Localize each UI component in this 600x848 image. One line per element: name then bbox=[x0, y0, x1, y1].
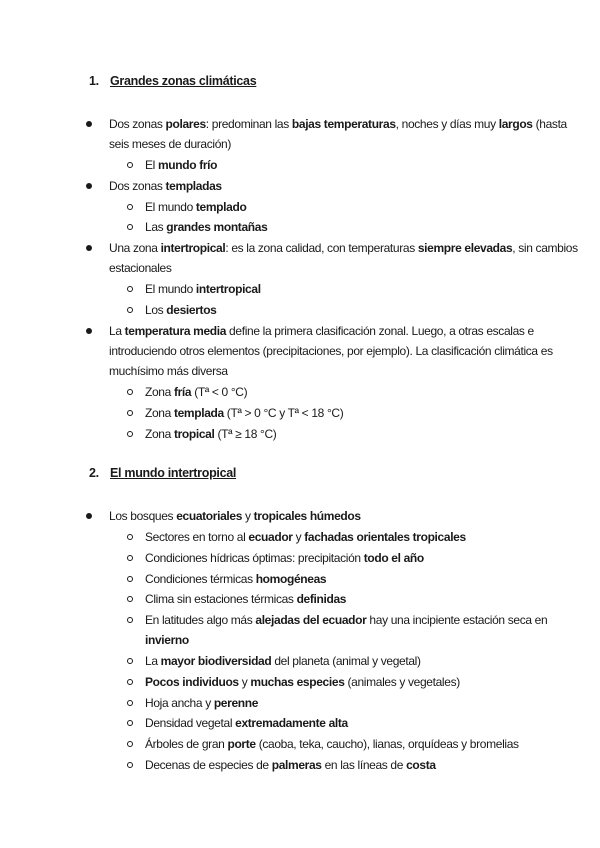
sub-bullet-icon bbox=[127, 162, 133, 168]
text-run: En latitudes algo más bbox=[145, 613, 256, 627]
bold-text-run: templada bbox=[173, 406, 224, 420]
bullet-icon bbox=[86, 513, 92, 519]
bullet-icon bbox=[86, 328, 92, 334]
bold-text-run: mundo frío bbox=[157, 158, 218, 172]
text-run: Condiciones térmicas bbox=[145, 572, 256, 586]
bold-text-run: palmeras bbox=[271, 758, 322, 772]
list-item-line bbox=[109, 241, 578, 256]
text-run: hay una incipiente estación seca en bbox=[366, 613, 548, 627]
sub-list-item bbox=[145, 303, 217, 318]
list-item-line bbox=[109, 179, 222, 194]
bold-text-run: muchas especies bbox=[250, 675, 345, 689]
sub-bullet-icon bbox=[127, 741, 133, 747]
text-run: Condiciones hídricas óptimas: precipitación bbox=[145, 551, 364, 565]
text-run: : predominan las bbox=[205, 117, 292, 131]
section-title: El mundo intertropical bbox=[110, 466, 237, 480]
text-run: Una zona bbox=[109, 241, 161, 255]
section-heading bbox=[89, 466, 236, 480]
text-run: Las bbox=[145, 220, 167, 234]
bold-text-run: tropicales húmedos bbox=[253, 509, 361, 523]
text-run: define la primera clasificación zonal. Luego, a otras escalas e bbox=[226, 324, 534, 338]
sub-list-item bbox=[145, 737, 519, 752]
bold-text-run: invierno bbox=[145, 633, 189, 647]
text-run: Clima sin estaciones térmicas bbox=[145, 592, 297, 606]
text-run: Hoja ancha y bbox=[145, 696, 214, 710]
sub-bullet-icon bbox=[127, 576, 133, 582]
bold-text-run: todo el año bbox=[363, 551, 424, 565]
text-run: Zona bbox=[145, 406, 174, 420]
list-item-line bbox=[109, 137, 231, 152]
text-run: Densidad vegetal bbox=[145, 716, 236, 730]
text-run: : es la zona calidad, con temperaturas bbox=[225, 241, 418, 255]
bold-text-run: siempre elevadas bbox=[417, 241, 513, 255]
sub-list-item bbox=[145, 551, 424, 566]
text-run: (Tª ≥ 18 °C) bbox=[214, 427, 277, 441]
text-run: Zona bbox=[145, 427, 174, 441]
text-run: (animales y vegetales) bbox=[344, 675, 460, 689]
list-item-line bbox=[109, 509, 361, 524]
text-run: estacionales bbox=[109, 261, 172, 275]
bold-text-run: grandes montañas bbox=[166, 220, 268, 234]
text-run: La bbox=[145, 654, 161, 668]
text-run: Dos zonas bbox=[109, 117, 166, 131]
text-run: El mundo bbox=[145, 282, 196, 296]
sub-bullet-icon bbox=[127, 720, 133, 726]
sub-bullet-icon bbox=[127, 431, 133, 437]
text-run: introduciendo otros elementos (precipitaciones, por ejemplo). La clasificación climática es bbox=[109, 344, 553, 358]
bold-text-run: Pocos individuos bbox=[145, 675, 239, 689]
bold-text-run: perenne bbox=[213, 696, 259, 710]
sub-list-item bbox=[145, 716, 348, 731]
sub-list-item bbox=[145, 758, 436, 773]
text-run: seis meses de duración) bbox=[109, 137, 232, 151]
sub-list-item-line bbox=[145, 633, 189, 648]
text-run: Los bbox=[145, 303, 167, 317]
text-run: (caoba, teka, caucho), lianas, orquídeas y bromelias bbox=[255, 737, 519, 751]
text-run: Decenas de especies de bbox=[145, 758, 272, 772]
text-run: (Tª > 0 °C y Tª < 18 °C) bbox=[223, 406, 344, 420]
text-run: Zona bbox=[145, 385, 174, 399]
sub-bullet-icon bbox=[127, 224, 133, 230]
sub-list-item bbox=[145, 385, 247, 400]
section-number: 1. bbox=[89, 74, 99, 88]
bold-text-run: ecuatoriales bbox=[176, 509, 243, 523]
sub-bullet-icon bbox=[127, 700, 133, 706]
sub-list-item bbox=[145, 675, 460, 690]
sub-list-item bbox=[145, 592, 346, 607]
sub-list-item bbox=[145, 200, 246, 215]
sub-list-item bbox=[145, 696, 258, 711]
list-item-line bbox=[109, 344, 553, 359]
sub-list-item bbox=[145, 427, 276, 442]
sub-list-item bbox=[145, 654, 421, 669]
bold-text-run: porte bbox=[227, 737, 256, 751]
sub-bullet-icon bbox=[127, 410, 133, 416]
bold-text-run: costa bbox=[406, 758, 436, 772]
text-run: y bbox=[292, 530, 305, 544]
text-run: (hasta bbox=[532, 117, 567, 131]
bold-text-run: definidas bbox=[296, 592, 347, 606]
sub-bullet-icon bbox=[127, 679, 133, 685]
sub-bullet-icon bbox=[127, 617, 133, 623]
sub-list-item bbox=[145, 406, 343, 421]
list-item-line bbox=[109, 117, 567, 132]
bold-text-run: polares bbox=[165, 117, 206, 131]
section-title: Grandes zonas climáticas bbox=[110, 74, 257, 88]
bold-text-run: fría bbox=[173, 385, 192, 399]
bold-text-run: templado bbox=[195, 200, 247, 214]
section-heading bbox=[89, 74, 256, 88]
sub-bullet-icon bbox=[127, 658, 133, 664]
text-run: , noches y días muy bbox=[395, 117, 499, 131]
text-run: y bbox=[242, 509, 254, 523]
text-run: y bbox=[238, 675, 251, 689]
list-item-line bbox=[109, 324, 534, 339]
bullet-icon bbox=[86, 245, 92, 251]
list-item-line bbox=[109, 261, 172, 276]
bold-text-run: fachadas orientales tropicales bbox=[304, 530, 466, 544]
bold-text-run: tropical bbox=[173, 427, 215, 441]
sub-bullet-icon bbox=[127, 596, 133, 602]
text-run: La bbox=[109, 324, 125, 338]
text-run: en las líneas de bbox=[321, 758, 407, 772]
sub-bullet-icon bbox=[127, 307, 133, 313]
sub-list-item bbox=[145, 572, 326, 587]
bullet-icon bbox=[86, 183, 92, 189]
sub-list-item bbox=[145, 530, 466, 545]
sub-bullet-icon bbox=[127, 286, 133, 292]
text-run: Los bosques bbox=[109, 509, 177, 523]
sub-bullet-icon bbox=[127, 762, 133, 768]
bold-text-run: temperatura media bbox=[124, 324, 227, 338]
text-run: , sin cambios bbox=[512, 241, 578, 255]
text-run: Dos zonas bbox=[109, 179, 166, 193]
bold-text-run: mayor biodiversidad bbox=[160, 654, 272, 668]
bold-text-run: alejadas del ecuador bbox=[255, 613, 367, 627]
sub-list-item bbox=[145, 613, 547, 628]
text-run: Sectores en torno al bbox=[145, 530, 249, 544]
text-run: muchísimo más diversa bbox=[109, 364, 228, 378]
sub-list-item bbox=[145, 282, 261, 297]
bold-text-run: intertropical bbox=[195, 282, 261, 296]
bold-text-run: homogéneas bbox=[255, 572, 327, 586]
bold-text-run: templadas bbox=[165, 179, 222, 193]
bold-text-run: ecuador bbox=[248, 530, 293, 544]
text-run: (Tª < 0 °C) bbox=[191, 385, 248, 399]
sub-list-item bbox=[145, 158, 217, 173]
sub-bullet-icon bbox=[127, 555, 133, 561]
text-run: Árboles de gran bbox=[145, 737, 228, 751]
bold-text-run: bajas temperaturas bbox=[291, 117, 396, 131]
bold-text-run: largos bbox=[498, 117, 533, 131]
bold-text-run: extremadamente alta bbox=[235, 716, 348, 730]
section-number: 2. bbox=[89, 466, 99, 480]
bullet-icon bbox=[86, 121, 92, 127]
text-run: El mundo bbox=[145, 200, 196, 214]
text-run: del planeta (animal y vegetal) bbox=[271, 654, 421, 668]
sub-bullet-icon bbox=[127, 204, 133, 210]
list-item-line bbox=[109, 364, 228, 379]
bold-text-run: intertropical bbox=[160, 241, 226, 255]
sub-list-item bbox=[145, 220, 267, 235]
bold-text-run: desiertos bbox=[166, 303, 217, 317]
sub-bullet-icon bbox=[127, 534, 133, 540]
sub-bullet-icon bbox=[127, 389, 133, 395]
text-run: El bbox=[145, 158, 158, 172]
